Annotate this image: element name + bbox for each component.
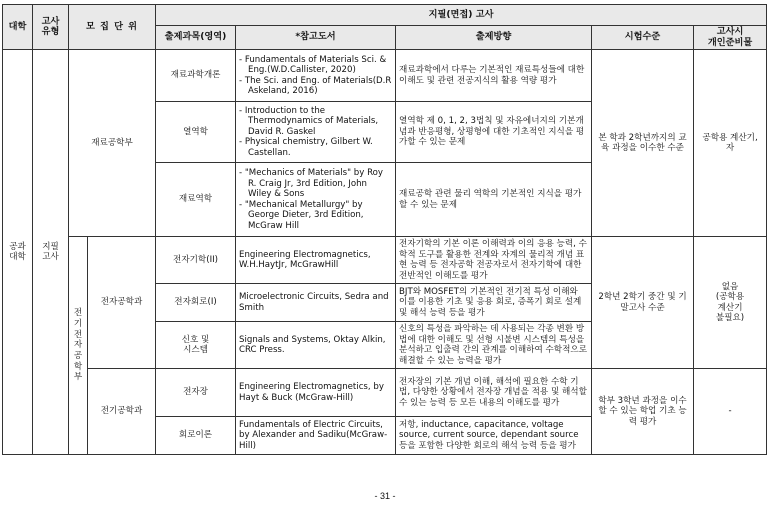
direction-cell: 재료공학 관련 물리 역학의 기본적인 지식을 평가할 수 있는 문제 <box>396 163 592 237</box>
header-recruit-unit: 모 집 단 위 <box>69 5 156 50</box>
subject-cell: 전자장 <box>156 369 236 417</box>
reference-item: - Physical chemistry, Gilbert W. Castellan. <box>239 137 373 158</box>
exam-type-cell: 지필 고사 <box>33 50 69 455</box>
header-level: 시험수준 <box>592 26 694 50</box>
direction-cell: 열역학 제 0, 1, 2, 3법칙 및 자유에너지의 기본개념과 반응평형, 상평형에 대한 기초적인 지식을 평가할 수 있는 문제 <box>396 102 592 163</box>
subject-cell: 신호 및 시스템 <box>156 322 236 369</box>
table-row <box>3 50 767 102</box>
personal-items-electronic: 없음 (공학용 계산기 불필요) <box>694 237 767 369</box>
reference-cell: Microelectronic Circuits, Sedra and Smith <box>236 284 396 322</box>
reference-cell: Engineering Electromagnetics, W.H.HaytJr, McGrawHill <box>236 237 396 284</box>
table-row <box>3 369 767 417</box>
header-direction: 출제방향 <box>396 26 592 50</box>
header-personal-items: 고사시 개인준비물 <box>694 26 767 50</box>
direction-cell: 재료과학에서 다루는 기본적인 재료특성들에 대한 이해도 및 관련 전공지식의 활용 역량 평가 <box>396 50 592 102</box>
subject-cell: 재료과학개론 <box>156 50 236 102</box>
department-materials: 재료공학부 <box>69 50 156 237</box>
reference-cell: Fundamentals of Electric Circuits, by Alexander and Sadiku(McGraw-Hill) <box>236 417 396 455</box>
division-ee <box>69 237 88 455</box>
level-materials: 본 학과 2학년까지의 교육 과정을 이수한 수준 <box>592 50 694 237</box>
direction-cell: 전자장의 기본 개념 이해, 해석에 필요한 수학 기법, 다양한 상황에서 전자장 개념을 적용 및 해석할 수 있는 능력 등 모든 내용의 이해도를 평가 <box>396 369 592 417</box>
division-ee-label: 전기전자공학부 <box>73 308 83 383</box>
direction-cell: 신호의 특성을 파악하는 데 사용되는 각종 변환 방법에 대한 이해도 및 선형 시불변 시스템의 특성을 분석하고 입출력 간의 관계를 이해하여 수학적으로 해결할 수 있는 능력을 평가 <box>396 322 592 369</box>
reference-item: - "Mechanics of Materials" by Roy R. Craig Jr, 3rd Edition, John Wiley & Sons <box>239 168 383 200</box>
header-reference: *참고도서 <box>236 26 396 50</box>
page-number: - 31 - <box>374 491 396 501</box>
subject-cell: 재료역학 <box>156 163 236 237</box>
reference-cell: Signals and Systems, Oktay Alkin, CRC Press. <box>236 322 396 369</box>
subject-cell: 전자회로(I) <box>156 284 236 322</box>
personal-items-materials: 공학용 계산기, 자 <box>694 50 767 237</box>
reference-item: - Introduction to the Thermodynamics of Materials, David R. Gaskel <box>239 105 379 137</box>
level-electronic: 2학년 2학기 중간 및 기말고사 수준 <box>592 237 694 369</box>
reference-item: - The Sci. and Eng. of Materials(D.R Askeland, 2016) <box>239 75 392 97</box>
header-exam-type: 고사 유형 <box>33 5 69 50</box>
level-electrical: 학부 3학년 과정을 이수할 수 있는 학업 기초 능력 평가 <box>592 369 694 455</box>
subject-cell: 전자기학(II) <box>156 237 236 284</box>
reference-item: - "Mechanical Metallurgy" by George Dieter, 3rd Edition, McGraw Hill <box>239 199 364 231</box>
direction-cell: 저항, inductance, capacitance, voltage source, current source, dependant source 등을 포함한 다양한 회로의 해석 능력 등을 평가 <box>396 417 592 455</box>
reference-item: - Fundamentals of Materials Sci. & Eng.(W.D.Callister, 2020) <box>239 54 387 76</box>
department-electrical: 전기공학과 <box>88 369 156 455</box>
reference-cell <box>236 50 396 102</box>
header-college: 대학 <box>3 5 33 50</box>
department-electronic: 전자공학과 <box>88 237 156 369</box>
direction-cell: 전자기학의 기본 이론 이해력과 이의 응용 능력, 수학적 도구를 활용한 전계와 자계의 물리적 개념 표현 능력 등 전자공학 전공자로서 전자기학에 대한 전반적인 이해도를 평가 <box>396 237 592 284</box>
direction-cell: BJT와 MOSFET의 기본적인 전기적 특성 이해와 이를 이용한 기초 및 응용 회로, 증폭기 회로 설계 및 해석 능력 등을 평가 <box>396 284 592 322</box>
table-row <box>3 237 767 284</box>
reference-cell <box>236 102 396 163</box>
header-subject: 출제과목(영역) <box>156 26 236 50</box>
reference-cell: Engineering Electromagnetics, by Hayt & Buck (McGraw-Hill) <box>236 369 396 417</box>
header-written-exam: 지필(면접) 고사 <box>156 5 767 26</box>
college-cell: 공과 대학 <box>3 50 33 455</box>
reference-cell <box>236 163 396 237</box>
personal-items-electrical: - <box>694 369 767 455</box>
subject-cell: 열역학 <box>156 102 236 163</box>
subject-cell: 회로이론 <box>156 417 236 455</box>
exam-table <box>2 4 767 455</box>
